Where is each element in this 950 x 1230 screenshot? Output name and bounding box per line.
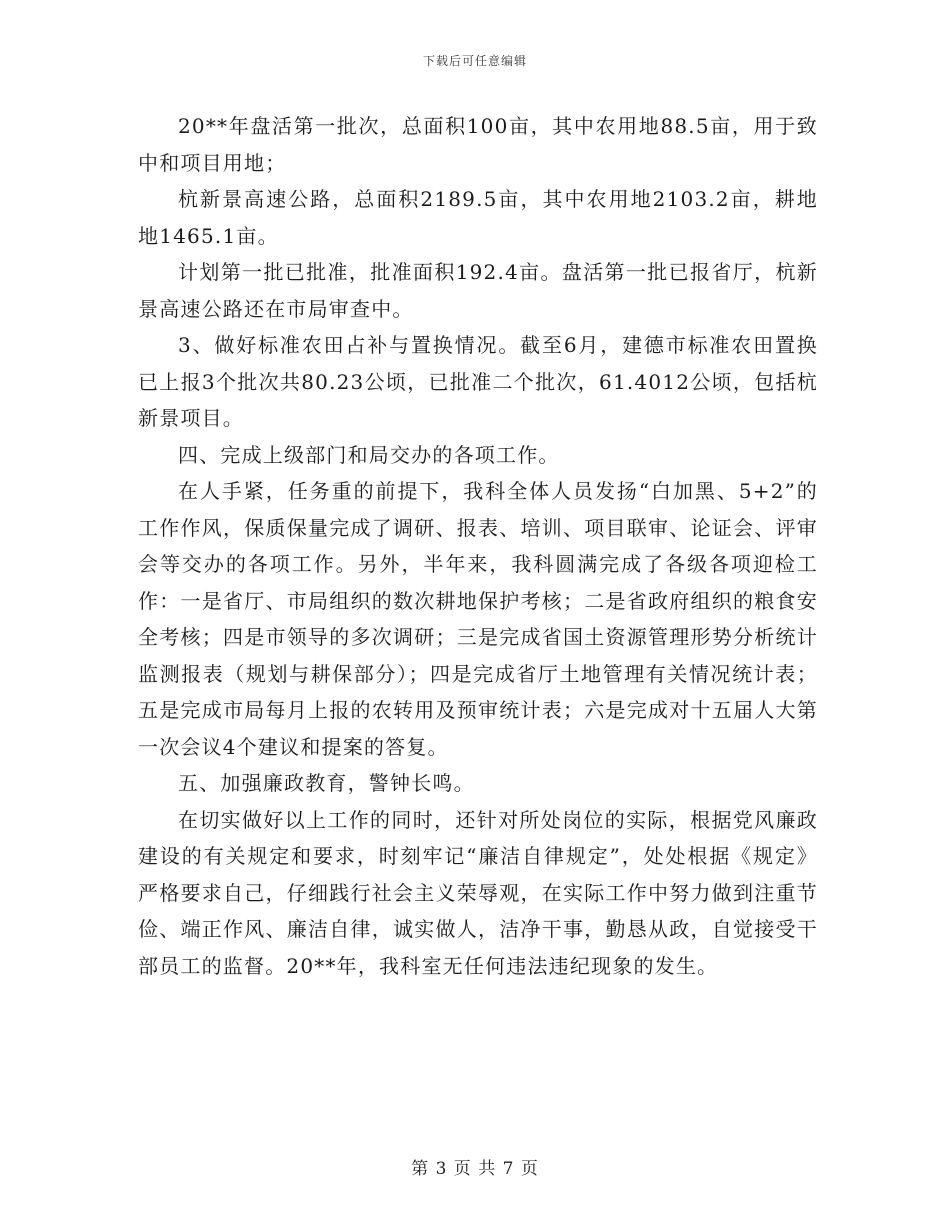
paragraph: 在人手紧，任务重的前提下，我科全体人员发扬“白加黑、5+2”的工作作风，保质保量完成了调研、报表、培训、项目联审、论证会、评审会等交办的各项工作。另外，半年来，我科圆满完成了各级各项迎检工作：一是省厅、市局组织的数次耕地保护考核；二是省政府组织的粮食安全考核；四是市领导的多次调研；三是完成省国土资源管理形势分析统计监测报表（规划与耕保部分）；四是完成省厅土地管理有关情况统计表；五是完成市局每月上报的农转用及预审统计表；六是完成对十五届人大第一次会议4个建议和提案的答复。 [138,479,818,759]
page-header: 下载后可任意编辑 [422,54,527,68]
document-body [138,108,818,984]
paragraph: 3、做好标准农田占补与置换情况。截至6月，建德市标准农田置换已上报3个批次共80.23公顷，已批准二个批次，61.4012公顷，包括杭新景项目。 [138,333,818,430]
section-heading: 四、完成上级部门和局交办的各项工作。 [178,442,560,467]
paragraph: 20**年盘活第一批次，总面积100亩，其中农用地88.5亩，用于致中和项目用地； [138,114,818,175]
paragraph: 在切实做好以上工作的同时，还针对所处岗位的实际，根据党风廉政建设的有关规定和要求，时刻牢记“廉洁自律规定”，处处根据《规定》严格要求自己，仔细践行社会主义荣辱观，在实际工作中努力做到注重节俭、端正作风、廉洁自律，诚实做人，洁净干事，勤恳从政，自觉接受干部员工的监督。20**年，我科室无任何违法违纪现象的发生。 [138,807,818,978]
page-footer: 第 3 页 共 7 页 [411,1159,539,1179]
paragraph: 计划第一批已批准，批准面积192.4亩。盘活第一批已报省厅，杭新景高速公路还在市局审查中。 [138,260,818,321]
paragraph: 杭新景高速公路，总面积2189.5亩，其中农用地2103.2亩，耕地地1465.1亩。 [138,187,818,248]
section-heading: 五、加强廉政教育，警钟长鸣。 [178,771,475,795]
